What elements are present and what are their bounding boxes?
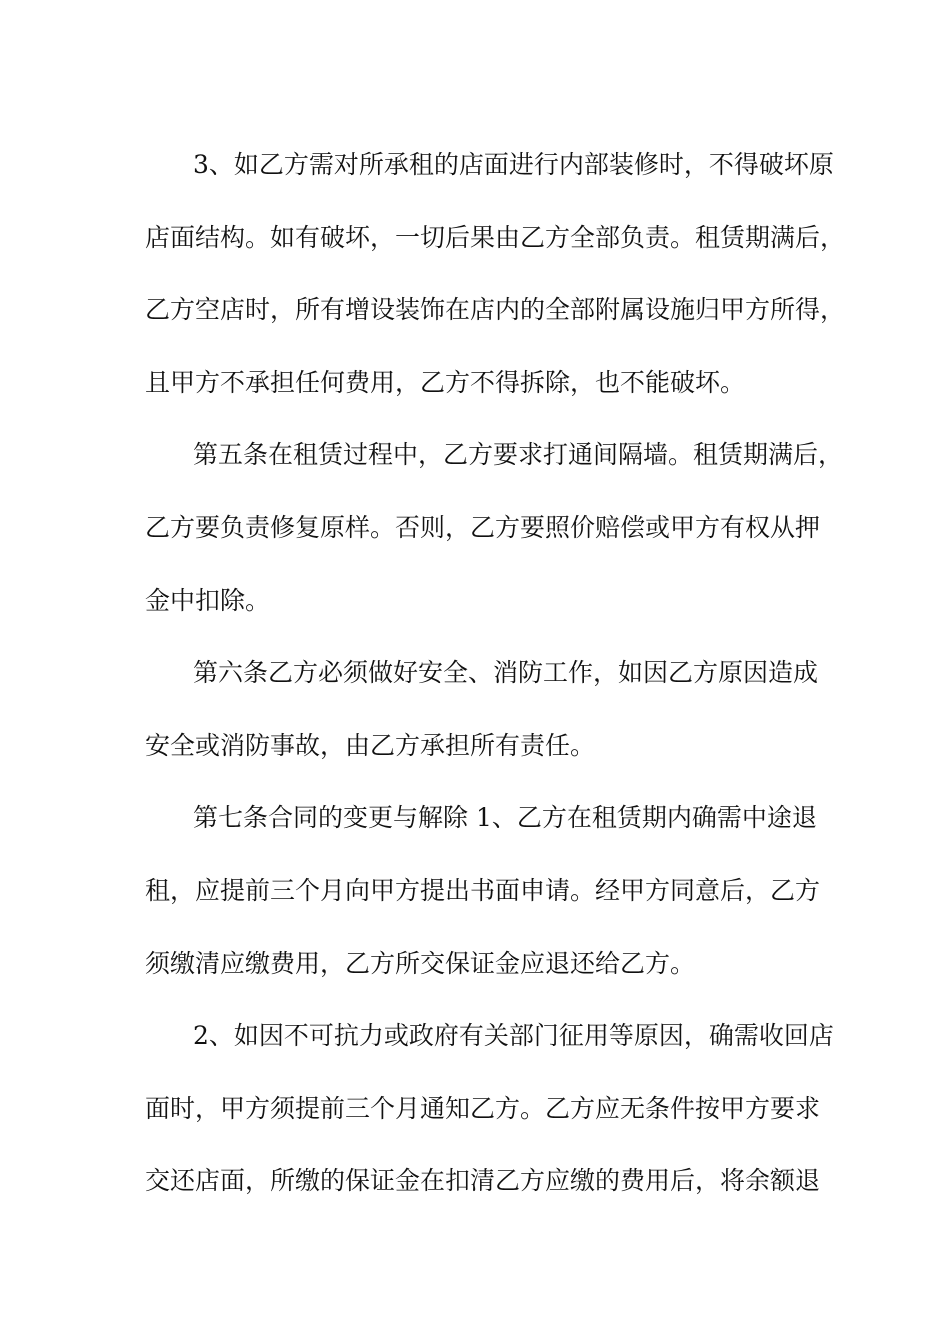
paragraph-renovation <box>145 129 846 419</box>
text-line: 2、如因不可抗力或政府有关部门征用等原因，确需收回店 <box>193 1021 834 1051</box>
paragraph-force-majeure <box>145 1000 834 1218</box>
text-line: 交还店面，所缴的保证金在扣清乙方应缴的费用后，将余额退 <box>145 1166 821 1196</box>
text-line: 3、如乙方需对所承租的店面进行内部装修时，不得破坏原 <box>193 150 834 179</box>
text-line: 第七条合同的变更与解除 1、乙方在租赁期内确需中途退 <box>193 803 817 833</box>
text-line: 乙方空店时，所有增设装饰在店内的全部附属设施归甲方所得， <box>145 295 846 325</box>
document-body <box>145 129 846 1218</box>
text-line: 面时，甲方须提前三个月通知乙方。乙方应无条件按甲方要求 <box>145 1093 821 1123</box>
text-line: 金中扣除。 <box>145 585 271 615</box>
text-line: 乙方要负责修复原样。否则，乙方要照价赔偿或甲方有权从押 <box>145 512 821 542</box>
paragraph-article-6 <box>145 637 819 782</box>
paragraph-article-5 <box>145 419 844 637</box>
text-line: 第五条在租赁过程中，乙方要求打通间隔墙。租赁期满后， <box>193 440 844 470</box>
text-line: 且甲方不承担任何费用，乙方不得拆除，也不能破坏。 <box>145 367 746 397</box>
text-line: 租，应提前三个月向甲方提出书面申请。经甲方同意后，乙方 <box>145 875 821 905</box>
paragraph-article-7 <box>145 782 821 1000</box>
text-line: 安全或消防事故，由乙方承担所有责任。 <box>145 730 596 760</box>
text-line: 第六条乙方必须做好安全、消防工作，如因乙方原因造成 <box>193 658 819 688</box>
text-line: 店面结构。如有破坏，一切后果由乙方全部负责。租赁期满后， <box>145 222 846 252</box>
text-line: 须缴清应缴费用，乙方所交保证金应退还给乙方。 <box>145 948 696 978</box>
